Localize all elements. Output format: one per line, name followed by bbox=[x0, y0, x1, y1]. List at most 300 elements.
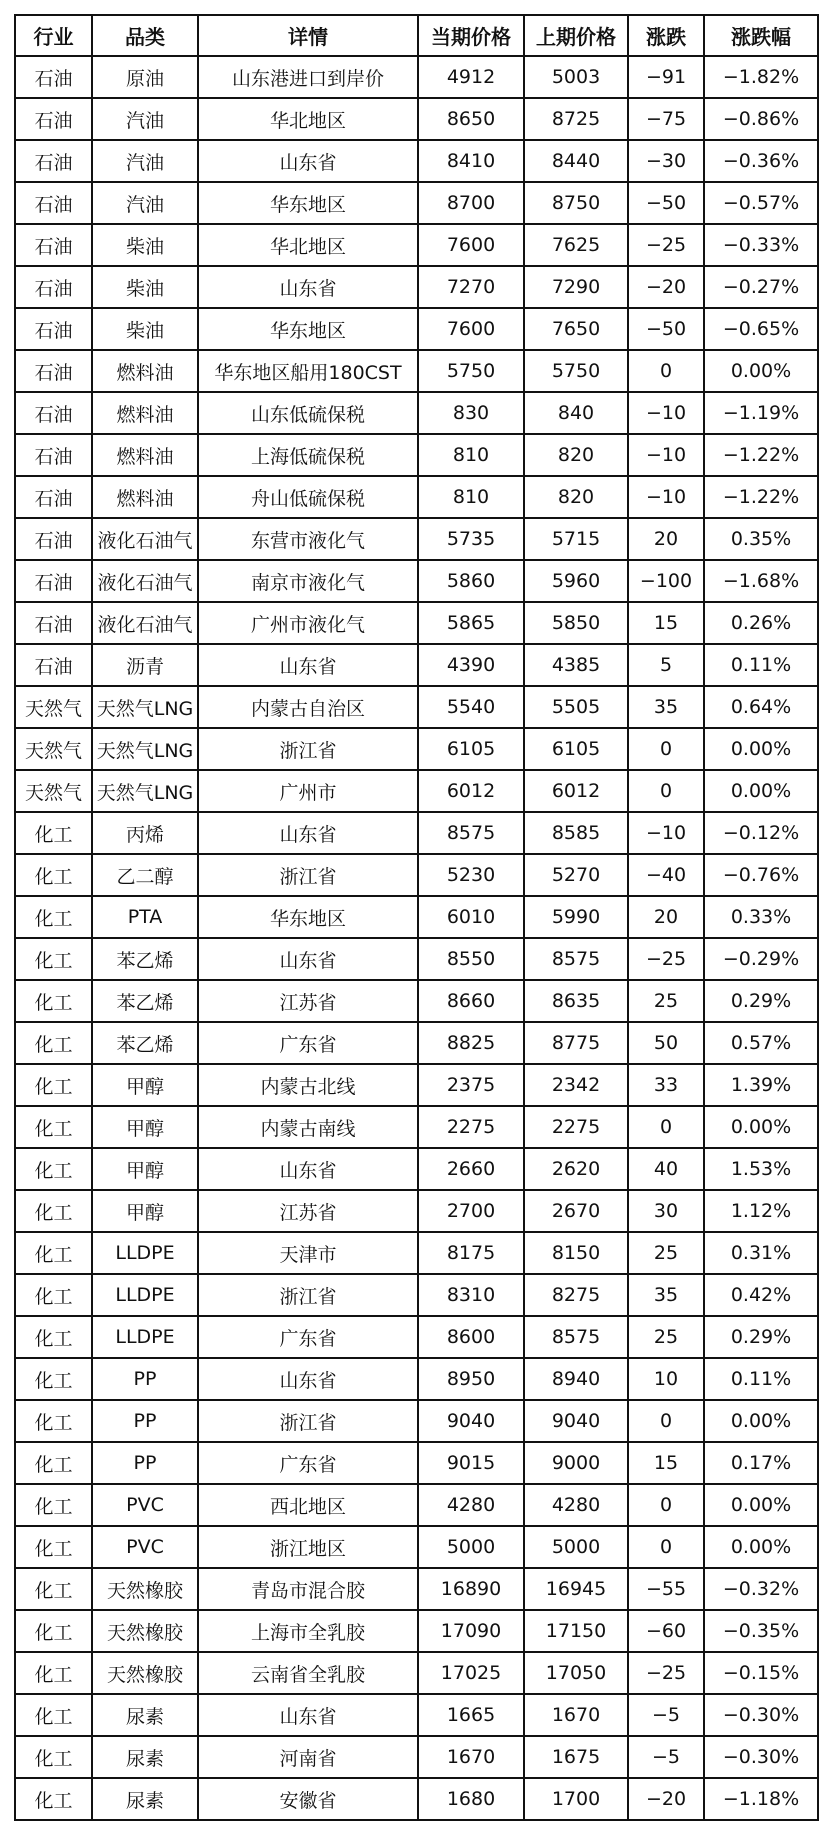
current-price-cell: 2275 bbox=[418, 1106, 524, 1148]
table-row bbox=[15, 1610, 818, 1652]
change-percent-cell: 0.42% bbox=[704, 1274, 818, 1316]
industry-cell: 石油 bbox=[15, 140, 92, 182]
previous-price-cell: 16945 bbox=[524, 1568, 628, 1610]
current-price-cell: 4912 bbox=[418, 56, 524, 98]
change-cell: −25 bbox=[628, 938, 704, 980]
change-percent-cell: −0.57% bbox=[704, 182, 818, 224]
industry-cell: 化工 bbox=[15, 1652, 92, 1694]
detail-cell: 青岛市混合胶 bbox=[198, 1568, 418, 1610]
change-percent-cell: 0.35% bbox=[704, 518, 818, 560]
current-price-cell: 8650 bbox=[418, 98, 524, 140]
header-row bbox=[15, 15, 818, 56]
detail-cell: 西北地区 bbox=[198, 1484, 418, 1526]
previous-price-cell: 820 bbox=[524, 434, 628, 476]
table-row bbox=[15, 896, 818, 938]
previous-price-cell: 840 bbox=[524, 392, 628, 434]
current-price-cell: 810 bbox=[418, 434, 524, 476]
current-price-cell: 8410 bbox=[418, 140, 524, 182]
previous-price-cell: 8150 bbox=[524, 1232, 628, 1274]
change-cell: 0 bbox=[628, 350, 704, 392]
current-price-cell: 5540 bbox=[418, 686, 524, 728]
category-cell: 尿素 bbox=[92, 1778, 198, 1820]
category-cell: PP bbox=[92, 1358, 198, 1400]
detail-cell: 华东地区 bbox=[198, 896, 418, 938]
category-cell: 原油 bbox=[92, 56, 198, 98]
industry-cell: 化工 bbox=[15, 1106, 92, 1148]
detail-cell: 山东低硫保税 bbox=[198, 392, 418, 434]
detail-cell: 天津市 bbox=[198, 1232, 418, 1274]
industry-cell: 化工 bbox=[15, 1484, 92, 1526]
current-price-cell: 6012 bbox=[418, 770, 524, 812]
category-cell: 沥青 bbox=[92, 644, 198, 686]
table-row bbox=[15, 980, 818, 1022]
table-row bbox=[15, 308, 818, 350]
category-cell: 苯乙烯 bbox=[92, 1022, 198, 1064]
table-row bbox=[15, 1736, 818, 1778]
category-cell: 甲醇 bbox=[92, 1190, 198, 1232]
change-percent-cell: 0.11% bbox=[704, 1358, 818, 1400]
industry-cell: 化工 bbox=[15, 854, 92, 896]
change-percent-cell: 0.11% bbox=[704, 644, 818, 686]
detail-cell: 浙江省 bbox=[198, 1274, 418, 1316]
industry-cell: 化工 bbox=[15, 1400, 92, 1442]
change-cell: −10 bbox=[628, 434, 704, 476]
change-percent-cell: −0.30% bbox=[704, 1694, 818, 1736]
detail-cell: 浙江省 bbox=[198, 854, 418, 896]
detail-cell: 江苏省 bbox=[198, 1190, 418, 1232]
category-cell: 柴油 bbox=[92, 224, 198, 266]
change-cell: −5 bbox=[628, 1694, 704, 1736]
current-price-cell: 8825 bbox=[418, 1022, 524, 1064]
change-cell: 50 bbox=[628, 1022, 704, 1064]
header-industry: 行业 bbox=[15, 15, 92, 56]
previous-price-cell: 8575 bbox=[524, 938, 628, 980]
current-price-cell: 8175 bbox=[418, 1232, 524, 1274]
table-row bbox=[15, 1106, 818, 1148]
change-percent-cell: 0.00% bbox=[704, 1400, 818, 1442]
previous-price-cell: 1700 bbox=[524, 1778, 628, 1820]
table-row bbox=[15, 1652, 818, 1694]
change-cell: −55 bbox=[628, 1568, 704, 1610]
industry-cell: 化工 bbox=[15, 1778, 92, 1820]
change-cell: −20 bbox=[628, 266, 704, 308]
previous-price-cell: 17050 bbox=[524, 1652, 628, 1694]
industry-cell: 石油 bbox=[15, 602, 92, 644]
current-price-cell: 7600 bbox=[418, 224, 524, 266]
previous-price-cell: 2342 bbox=[524, 1064, 628, 1106]
industry-cell: 石油 bbox=[15, 266, 92, 308]
industry-cell: 化工 bbox=[15, 1148, 92, 1190]
previous-price-cell: 5750 bbox=[524, 350, 628, 392]
table-row bbox=[15, 1148, 818, 1190]
current-price-cell: 8660 bbox=[418, 980, 524, 1022]
change-percent-cell: 0.29% bbox=[704, 1316, 818, 1358]
current-price-cell: 5230 bbox=[418, 854, 524, 896]
category-cell: PTA bbox=[92, 896, 198, 938]
industry-cell: 石油 bbox=[15, 476, 92, 518]
previous-price-cell: 8940 bbox=[524, 1358, 628, 1400]
previous-price-cell: 7290 bbox=[524, 266, 628, 308]
change-percent-cell: 0.29% bbox=[704, 980, 818, 1022]
change-percent-cell: −1.19% bbox=[704, 392, 818, 434]
industry-cell: 石油 bbox=[15, 224, 92, 266]
current-price-cell: 9015 bbox=[418, 1442, 524, 1484]
current-price-cell: 5860 bbox=[418, 560, 524, 602]
industry-cell: 石油 bbox=[15, 308, 92, 350]
category-cell: 燃料油 bbox=[92, 392, 198, 434]
category-cell: LLDPE bbox=[92, 1232, 198, 1274]
table-body bbox=[15, 56, 818, 1820]
previous-price-cell: 1670 bbox=[524, 1694, 628, 1736]
industry-cell: 天然气 bbox=[15, 686, 92, 728]
industry-cell: 石油 bbox=[15, 56, 92, 98]
category-cell: 天然气LNG bbox=[92, 728, 198, 770]
detail-cell: 山东省 bbox=[198, 140, 418, 182]
previous-price-cell: 5990 bbox=[524, 896, 628, 938]
previous-price-cell: 7625 bbox=[524, 224, 628, 266]
price-table bbox=[14, 14, 819, 1821]
previous-price-cell: 9000 bbox=[524, 1442, 628, 1484]
industry-cell: 化工 bbox=[15, 1316, 92, 1358]
change-percent-cell: 0.33% bbox=[704, 896, 818, 938]
detail-cell: 山东港进口到岸价 bbox=[198, 56, 418, 98]
current-price-cell: 1665 bbox=[418, 1694, 524, 1736]
current-price-cell: 8700 bbox=[418, 182, 524, 224]
table-row bbox=[15, 1442, 818, 1484]
change-percent-cell: −0.15% bbox=[704, 1652, 818, 1694]
table-row bbox=[15, 1568, 818, 1610]
industry-cell: 石油 bbox=[15, 434, 92, 476]
detail-cell: 安徽省 bbox=[198, 1778, 418, 1820]
current-price-cell: 5750 bbox=[418, 350, 524, 392]
previous-price-cell: 8275 bbox=[524, 1274, 628, 1316]
category-cell: PP bbox=[92, 1442, 198, 1484]
current-price-cell: 810 bbox=[418, 476, 524, 518]
current-price-cell: 7270 bbox=[418, 266, 524, 308]
industry-cell: 石油 bbox=[15, 350, 92, 392]
change-percent-cell: −0.27% bbox=[704, 266, 818, 308]
detail-cell: 山东省 bbox=[198, 1148, 418, 1190]
change-percent-cell: 0.64% bbox=[704, 686, 818, 728]
previous-price-cell: 4385 bbox=[524, 644, 628, 686]
industry-cell: 化工 bbox=[15, 1610, 92, 1652]
table-row bbox=[15, 224, 818, 266]
category-cell: PVC bbox=[92, 1484, 198, 1526]
detail-cell: 浙江地区 bbox=[198, 1526, 418, 1568]
change-cell: 35 bbox=[628, 1274, 704, 1316]
table-row bbox=[15, 182, 818, 224]
current-price-cell: 16890 bbox=[418, 1568, 524, 1610]
previous-price-cell: 5270 bbox=[524, 854, 628, 896]
current-price-cell: 17025 bbox=[418, 1652, 524, 1694]
industry-cell: 天然气 bbox=[15, 770, 92, 812]
change-cell: 0 bbox=[628, 770, 704, 812]
table-row bbox=[15, 1064, 818, 1106]
category-cell: 液化石油气 bbox=[92, 560, 198, 602]
table-row bbox=[15, 1190, 818, 1232]
current-price-cell: 5865 bbox=[418, 602, 524, 644]
table-row bbox=[15, 1358, 818, 1400]
change-cell: 15 bbox=[628, 1442, 704, 1484]
category-cell: 天然橡胶 bbox=[92, 1568, 198, 1610]
industry-cell: 化工 bbox=[15, 1442, 92, 1484]
change-percent-cell: 0.00% bbox=[704, 770, 818, 812]
category-cell: 甲醇 bbox=[92, 1064, 198, 1106]
industry-cell: 化工 bbox=[15, 1694, 92, 1736]
header-current-price: 当期价格 bbox=[418, 15, 524, 56]
industry-cell: 化工 bbox=[15, 1274, 92, 1316]
current-price-cell: 8550 bbox=[418, 938, 524, 980]
detail-cell: 山东省 bbox=[198, 1694, 418, 1736]
industry-cell: 化工 bbox=[15, 1190, 92, 1232]
category-cell: 液化石油气 bbox=[92, 602, 198, 644]
change-percent-cell: 0.26% bbox=[704, 602, 818, 644]
category-cell: 汽油 bbox=[92, 98, 198, 140]
previous-price-cell: 8575 bbox=[524, 1316, 628, 1358]
industry-cell: 化工 bbox=[15, 1736, 92, 1778]
table-row bbox=[15, 1274, 818, 1316]
category-cell: 天然气LNG bbox=[92, 770, 198, 812]
category-cell: 尿素 bbox=[92, 1736, 198, 1778]
detail-cell: 山东省 bbox=[198, 266, 418, 308]
industry-cell: 石油 bbox=[15, 518, 92, 560]
change-percent-cell: 0.17% bbox=[704, 1442, 818, 1484]
current-price-cell: 5000 bbox=[418, 1526, 524, 1568]
current-price-cell: 17090 bbox=[418, 1610, 524, 1652]
table-row bbox=[15, 266, 818, 308]
table-row bbox=[15, 938, 818, 980]
change-cell: −5 bbox=[628, 1736, 704, 1778]
change-percent-cell: 0.31% bbox=[704, 1232, 818, 1274]
change-percent-cell: 0.00% bbox=[704, 350, 818, 392]
change-cell: −10 bbox=[628, 392, 704, 434]
table-row bbox=[15, 350, 818, 392]
table-header bbox=[15, 15, 818, 56]
current-price-cell: 8950 bbox=[418, 1358, 524, 1400]
category-cell: 柴油 bbox=[92, 266, 198, 308]
header-change: 涨跌 bbox=[628, 15, 704, 56]
current-price-cell: 2700 bbox=[418, 1190, 524, 1232]
industry-cell: 化工 bbox=[15, 1232, 92, 1274]
category-cell: 苯乙烯 bbox=[92, 980, 198, 1022]
detail-cell: 广州市 bbox=[198, 770, 418, 812]
detail-cell: 山东省 bbox=[198, 644, 418, 686]
table-row bbox=[15, 1484, 818, 1526]
detail-cell: 内蒙古自治区 bbox=[198, 686, 418, 728]
change-percent-cell: −0.30% bbox=[704, 1736, 818, 1778]
table-row bbox=[15, 728, 818, 770]
change-cell: 0 bbox=[628, 1484, 704, 1526]
detail-cell: 内蒙古北线 bbox=[198, 1064, 418, 1106]
change-cell: −25 bbox=[628, 224, 704, 266]
detail-cell: 华东地区 bbox=[198, 182, 418, 224]
category-cell: PVC bbox=[92, 1526, 198, 1568]
change-cell: 5 bbox=[628, 644, 704, 686]
detail-cell: 云南省全乳胶 bbox=[198, 1652, 418, 1694]
category-cell: 天然橡胶 bbox=[92, 1610, 198, 1652]
current-price-cell: 6105 bbox=[418, 728, 524, 770]
table-row bbox=[15, 602, 818, 644]
change-percent-cell: −1.82% bbox=[704, 56, 818, 98]
category-cell: 汽油 bbox=[92, 140, 198, 182]
current-price-cell: 8600 bbox=[418, 1316, 524, 1358]
detail-cell: 山东省 bbox=[198, 812, 418, 854]
category-cell: 天然气LNG bbox=[92, 686, 198, 728]
category-cell: PP bbox=[92, 1400, 198, 1442]
industry-cell: 化工 bbox=[15, 1064, 92, 1106]
previous-price-cell: 5850 bbox=[524, 602, 628, 644]
previous-price-cell: 5000 bbox=[524, 1526, 628, 1568]
change-percent-cell: 0.00% bbox=[704, 728, 818, 770]
current-price-cell: 2375 bbox=[418, 1064, 524, 1106]
change-cell: 10 bbox=[628, 1358, 704, 1400]
table-row bbox=[15, 140, 818, 182]
change-percent-cell: −0.36% bbox=[704, 140, 818, 182]
industry-cell: 化工 bbox=[15, 812, 92, 854]
table-row bbox=[15, 1022, 818, 1064]
change-cell: −20 bbox=[628, 1778, 704, 1820]
previous-price-cell: 8585 bbox=[524, 812, 628, 854]
change-cell: 15 bbox=[628, 602, 704, 644]
current-price-cell: 7600 bbox=[418, 308, 524, 350]
previous-price-cell: 6012 bbox=[524, 770, 628, 812]
change-percent-cell: −1.22% bbox=[704, 434, 818, 476]
header-category: 品类 bbox=[92, 15, 198, 56]
category-cell: 汽油 bbox=[92, 182, 198, 224]
table-row bbox=[15, 560, 818, 602]
change-percent-cell: −1.68% bbox=[704, 560, 818, 602]
industry-cell: 化工 bbox=[15, 1022, 92, 1064]
category-cell: 液化石油气 bbox=[92, 518, 198, 560]
detail-cell: 上海市全乳胶 bbox=[198, 1610, 418, 1652]
detail-cell: 华北地区 bbox=[198, 224, 418, 266]
industry-cell: 化工 bbox=[15, 1358, 92, 1400]
detail-cell: 南京市液化气 bbox=[198, 560, 418, 602]
detail-cell: 浙江省 bbox=[198, 1400, 418, 1442]
table-row bbox=[15, 1232, 818, 1274]
change-percent-cell: 0.00% bbox=[704, 1526, 818, 1568]
table-row bbox=[15, 644, 818, 686]
change-percent-cell: −1.22% bbox=[704, 476, 818, 518]
current-price-cell: 8310 bbox=[418, 1274, 524, 1316]
table-row bbox=[15, 476, 818, 518]
previous-price-cell: 5715 bbox=[524, 518, 628, 560]
previous-price-cell: 17150 bbox=[524, 1610, 628, 1652]
previous-price-cell: 8775 bbox=[524, 1022, 628, 1064]
table-row bbox=[15, 434, 818, 476]
change-percent-cell: −1.18% bbox=[704, 1778, 818, 1820]
detail-cell: 华北地区 bbox=[198, 98, 418, 140]
change-cell: −100 bbox=[628, 560, 704, 602]
detail-cell: 舟山低硫保税 bbox=[198, 476, 418, 518]
detail-cell: 山东省 bbox=[198, 1358, 418, 1400]
header-detail: 详情 bbox=[198, 15, 418, 56]
category-cell: 甲醇 bbox=[92, 1148, 198, 1190]
change-percent-cell: −0.33% bbox=[704, 224, 818, 266]
detail-cell: 山东省 bbox=[198, 938, 418, 980]
table-row bbox=[15, 518, 818, 560]
category-cell: 甲醇 bbox=[92, 1106, 198, 1148]
detail-cell: 上海低硫保税 bbox=[198, 434, 418, 476]
change-cell: 25 bbox=[628, 980, 704, 1022]
previous-price-cell: 1675 bbox=[524, 1736, 628, 1778]
industry-cell: 化工 bbox=[15, 938, 92, 980]
table-row bbox=[15, 1526, 818, 1568]
industry-cell: 石油 bbox=[15, 98, 92, 140]
change-percent-cell: 1.39% bbox=[704, 1064, 818, 1106]
change-percent-cell: −0.35% bbox=[704, 1610, 818, 1652]
industry-cell: 化工 bbox=[15, 1568, 92, 1610]
change-cell: 0 bbox=[628, 728, 704, 770]
current-price-cell: 1680 bbox=[418, 1778, 524, 1820]
change-cell: 0 bbox=[628, 1526, 704, 1568]
table-row bbox=[15, 1400, 818, 1442]
detail-cell: 广东省 bbox=[198, 1442, 418, 1484]
change-cell: 33 bbox=[628, 1064, 704, 1106]
change-cell: 30 bbox=[628, 1190, 704, 1232]
previous-price-cell: 6105 bbox=[524, 728, 628, 770]
current-price-cell: 9040 bbox=[418, 1400, 524, 1442]
change-cell: 0 bbox=[628, 1106, 704, 1148]
industry-cell: 化工 bbox=[15, 1526, 92, 1568]
change-cell: −75 bbox=[628, 98, 704, 140]
detail-cell: 广东省 bbox=[198, 1022, 418, 1064]
current-price-cell: 830 bbox=[418, 392, 524, 434]
category-cell: LLDPE bbox=[92, 1316, 198, 1358]
table-row bbox=[15, 1694, 818, 1736]
change-percent-cell: 1.53% bbox=[704, 1148, 818, 1190]
category-cell: 柴油 bbox=[92, 308, 198, 350]
change-percent-cell: 0.00% bbox=[704, 1484, 818, 1526]
previous-price-cell: 8725 bbox=[524, 98, 628, 140]
previous-price-cell: 8440 bbox=[524, 140, 628, 182]
table-row bbox=[15, 1316, 818, 1358]
change-cell: −10 bbox=[628, 476, 704, 518]
previous-price-cell: 8750 bbox=[524, 182, 628, 224]
previous-price-cell: 5003 bbox=[524, 56, 628, 98]
category-cell: 天然橡胶 bbox=[92, 1652, 198, 1694]
change-cell: 0 bbox=[628, 1400, 704, 1442]
change-percent-cell: −0.65% bbox=[704, 308, 818, 350]
table-row bbox=[15, 98, 818, 140]
detail-cell: 内蒙古南线 bbox=[198, 1106, 418, 1148]
industry-cell: 天然气 bbox=[15, 728, 92, 770]
category-cell: 苯乙烯 bbox=[92, 938, 198, 980]
change-percent-cell: −0.29% bbox=[704, 938, 818, 980]
previous-price-cell: 820 bbox=[524, 476, 628, 518]
category-cell: 燃料油 bbox=[92, 476, 198, 518]
previous-price-cell: 8635 bbox=[524, 980, 628, 1022]
change-cell: 35 bbox=[628, 686, 704, 728]
table-row bbox=[15, 854, 818, 896]
table-row bbox=[15, 686, 818, 728]
detail-cell: 东营市液化气 bbox=[198, 518, 418, 560]
category-cell: 乙二醇 bbox=[92, 854, 198, 896]
detail-cell: 华东地区船用180CST bbox=[198, 350, 418, 392]
change-cell: 20 bbox=[628, 518, 704, 560]
current-price-cell: 4280 bbox=[418, 1484, 524, 1526]
industry-cell: 化工 bbox=[15, 980, 92, 1022]
current-price-cell: 4390 bbox=[418, 644, 524, 686]
change-cell: −40 bbox=[628, 854, 704, 896]
detail-cell: 广州市液化气 bbox=[198, 602, 418, 644]
category-cell: LLDPE bbox=[92, 1274, 198, 1316]
change-cell: −30 bbox=[628, 140, 704, 182]
table-row bbox=[15, 56, 818, 98]
previous-price-cell: 9040 bbox=[524, 1400, 628, 1442]
detail-cell: 华东地区 bbox=[198, 308, 418, 350]
change-percent-cell: −0.32% bbox=[704, 1568, 818, 1610]
